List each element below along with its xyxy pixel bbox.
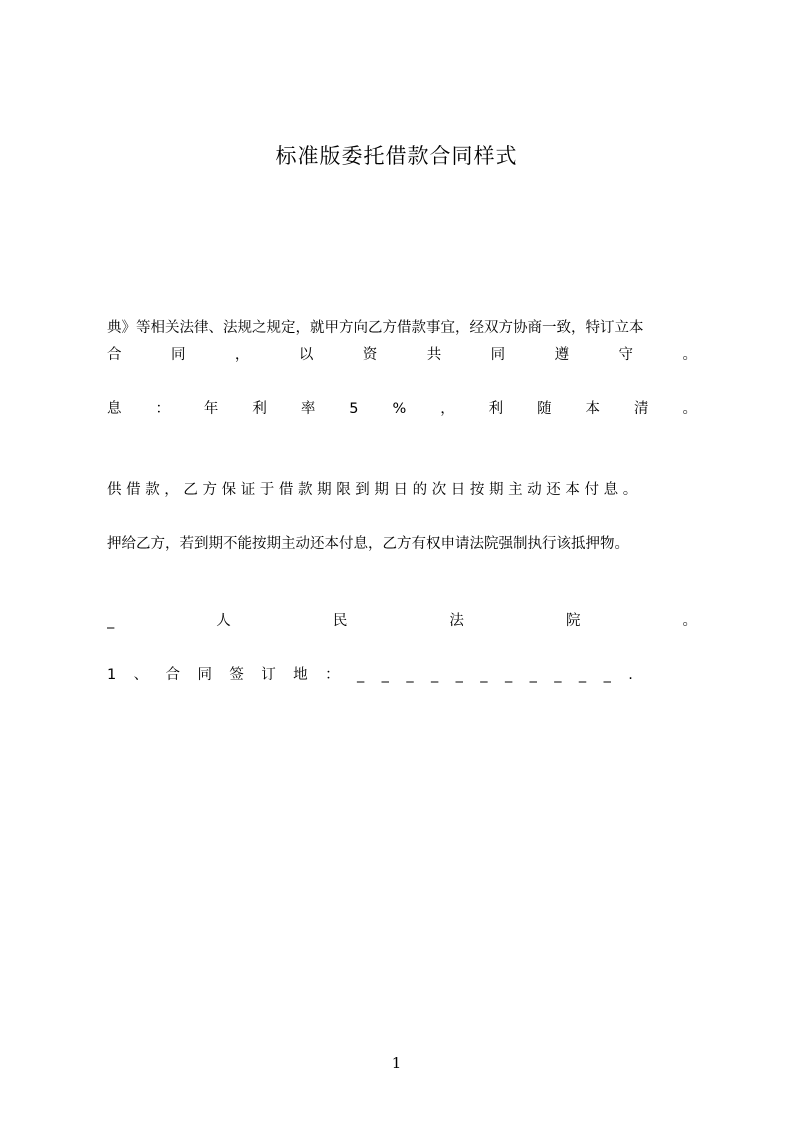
- char: 法: [449, 613, 464, 629]
- char: 院: [565, 613, 581, 629]
- char: 利: [252, 401, 267, 417]
- char: 资: [362, 347, 378, 363]
- char: 年: [203, 401, 219, 417]
- page-number: 1: [391, 1054, 402, 1072]
- char: _: [107, 613, 115, 629]
- char: 。: [682, 347, 697, 363]
- char: 共: [426, 347, 442, 363]
- line-signing-place: 1 、 合 同 签 订 地 ： _ _ _ _ _ _ _ _ _ _ _ .: [107, 667, 640, 683]
- char: 率: [300, 401, 316, 417]
- char: 。: [682, 613, 697, 629]
- char: 民: [332, 613, 348, 629]
- char: 清: [634, 401, 649, 417]
- char: 。: [682, 401, 697, 417]
- char: ，: [234, 347, 250, 363]
- char: 合: [107, 347, 122, 363]
- line-preamble-cont: 典》等相关法律、法规之规定，就甲方向乙方借款事宜，经双方协商一致，特订立本: [107, 320, 644, 336]
- line-justified-3: [107, 611, 697, 631]
- char: 以: [298, 347, 314, 363]
- line-collateral-cont: 押给乙方，若到期不能按期主动还本付息，乙方有权申请法院强制执行该抵押物。: [107, 536, 629, 552]
- char: 同: [490, 347, 506, 363]
- char: 人: [216, 613, 231, 629]
- line-repayment: 供借款，乙方保证于借款期限到期日的次日按期主动还本付息。: [107, 482, 642, 498]
- char: 利: [488, 401, 504, 417]
- char: 息: [107, 401, 122, 417]
- char: 本: [585, 401, 601, 417]
- char: %: [392, 401, 407, 417]
- char: 同: [170, 347, 186, 363]
- line-justified-1: [107, 345, 697, 365]
- char: 随: [537, 401, 552, 417]
- char: ：: [155, 401, 170, 417]
- document-title: 标准版委托借款合同样式: [275, 144, 518, 168]
- char: 守: [618, 347, 633, 363]
- char: 5: [349, 401, 359, 417]
- char: ，: [440, 401, 455, 417]
- char: 遵: [554, 347, 570, 363]
- line-justified-2: [107, 399, 697, 419]
